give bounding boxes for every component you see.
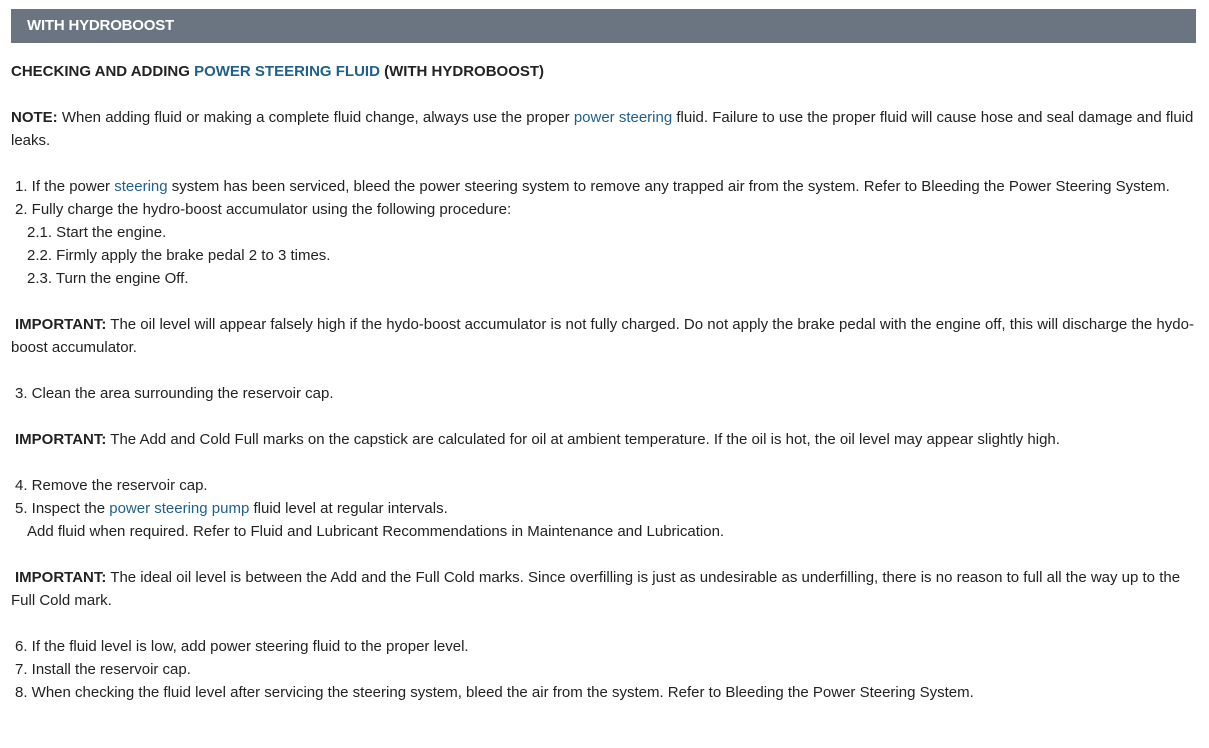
important-3 [11, 566, 1201, 612]
step-1 [11, 175, 1201, 198]
step-2-3: 2.3. Turn the engine Off. [27, 270, 189, 287]
important-1-text: The oil level will appear falsely high if the hydo-boost accumulator is not fully charged. Do not apply the brake pedal with the engine off, this will discharge the hydo-boost accumulator. [11, 316, 1194, 356]
step-5 [11, 497, 1201, 520]
note-paragraph [11, 106, 1201, 152]
step-1-text-1: 1. If the power [15, 178, 115, 195]
important-label: IMPORTANT: [15, 569, 107, 586]
power-steering-fluid-link[interactable]: POWER STEERING FLUID [194, 63, 380, 80]
step-5-text-1: 5. Inspect the [15, 500, 110, 517]
important-3-text: The ideal oil level is between the Add and the Full Cold marks. Since overfilling is just as undesirable as underfilling, there is no reason to full all the way up to the Full Cold mark. [11, 569, 1181, 609]
step-6: 6. If the fluid level is low, add power steering fluid to the proper level. [15, 638, 469, 655]
important-2 [11, 428, 1201, 451]
steering-link[interactable]: steering [114, 178, 168, 195]
important-2-text: The Add and Cold Full marks on the capstick are calculated for oil at ambient temperature. If the oil is hot, the oil level may appear slightly high. [106, 431, 1060, 448]
step-8: 8. When checking the fluid level after servicing the steering system, bleed the air from the system. Refer to Bleeding the Power Steering System. [15, 684, 974, 701]
power-steering-pump-link[interactable]: power steering pump [109, 500, 250, 517]
important-1 [11, 313, 1201, 359]
step-3: 3. Clean the area surrounding the reservoir cap. [15, 385, 334, 402]
procedure-title [11, 60, 1201, 83]
procedure-title-prefix: CHECKING AND ADDING [11, 63, 195, 80]
power-steering-link[interactable]: power steering [573, 109, 673, 126]
step-2: 2. Fully charge the hydro-boost accumulator using the following procedure: [15, 201, 512, 218]
step-4: 4. Remove the reservoir cap. [15, 477, 208, 494]
document-content [11, 60, 1201, 704]
important-label: IMPORTANT: [15, 316, 107, 333]
procedure-title-suffix: (WITH HYDROBOOST) [379, 63, 545, 80]
note-text-1: When adding fluid or making a complete fluid change, always use the proper [57, 109, 574, 126]
section-header [11, 9, 1196, 43]
step-1-text-2: system has been serviced, bleed the power steering system to remove any trapped air from the system. Refer to Bleeding the Power Steering System. [167, 178, 1170, 195]
section-header-title: WITH HYDROBOOST [27, 17, 174, 34]
note-label: NOTE: [11, 109, 58, 126]
step-2-2: 2.2. Firmly apply the brake pedal 2 to 3 times. [27, 247, 331, 264]
step-5-text-2: fluid level at regular intervals. [249, 500, 448, 517]
important-label: IMPORTANT: [15, 431, 107, 448]
step-5-continuation: Add fluid when required. Refer to Fluid and Lubricant Recommendations in Maintenance and Lubrication. [27, 523, 725, 540]
step-2-1: 2.1. Start the engine. [27, 224, 167, 241]
note-text-2: fluid. Failure to use the proper fluid will cause hose and seal damage and fluid leaks. [11, 109, 1194, 149]
step-7: 7. Install the reservoir cap. [15, 661, 191, 678]
